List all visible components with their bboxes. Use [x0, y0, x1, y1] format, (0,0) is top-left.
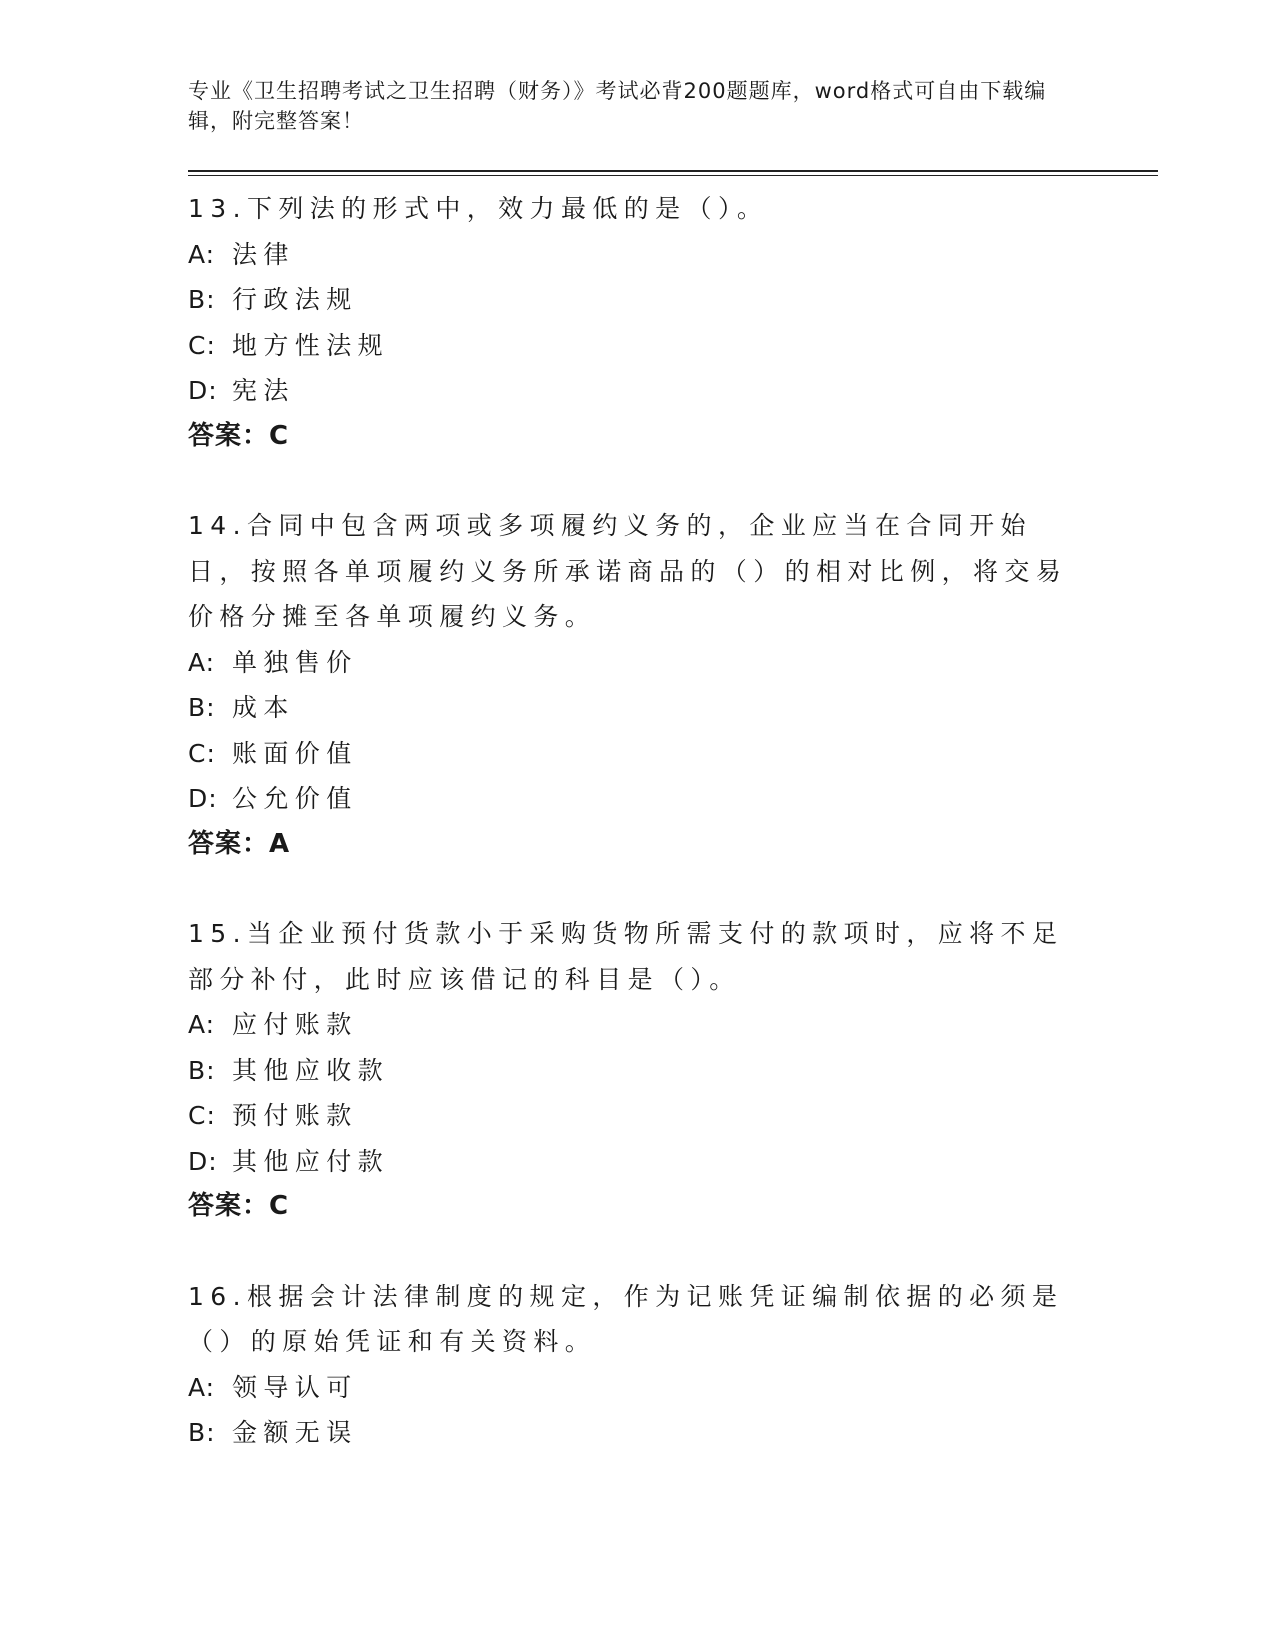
- question-stem: 14.合同中包含两项或多项履约义务的，企业应当在合同开始日，按照各单项履约义务所承诺商品的（）的相对比例，将交易价格分摊至各单项履约义务。: [188, 511, 1068, 631]
- option-label: B:: [188, 1418, 216, 1447]
- option-c: [188, 1093, 1158, 1139]
- question-stem: 15.当企业预付货款小于采购货物所需支付的款项时，应将不足部分补付，此时应该借记的科目是（）。: [188, 919, 1064, 994]
- option-text: 法律: [232, 239, 295, 269]
- option-d: [188, 1139, 1158, 1185]
- option-label: C:: [188, 738, 216, 768]
- option-label: D:: [188, 376, 218, 405]
- option-label: A:: [188, 1010, 216, 1039]
- option-label: C:: [188, 330, 216, 360]
- header-divider: [188, 170, 1158, 176]
- option-label: D:: [188, 1146, 218, 1176]
- option-label: B:: [188, 1055, 216, 1085]
- option-c: [188, 731, 1158, 777]
- option-text: 单独售价: [232, 647, 358, 677]
- question-list: [188, 186, 1158, 1456]
- question-13: [188, 186, 1158, 459]
- option-text: 其他应收款: [232, 1055, 390, 1085]
- answer-line: 答案：A: [188, 828, 291, 859]
- option-label: B:: [188, 285, 216, 314]
- option-label: C:: [188, 1101, 216, 1130]
- option-text: 领导认可: [232, 1372, 358, 1402]
- question-stem: 13.下列法的形式中，效力最低的是（）。: [188, 194, 769, 223]
- option-d: [188, 368, 1158, 414]
- option-a: [188, 1365, 1158, 1411]
- option-label: D:: [188, 784, 218, 813]
- option-a: [188, 640, 1158, 686]
- document-header: 专业《卫生招聘考试之卫生招聘（财务）》考试必背200题题库，word格式可自由下载编辑，附完整答案！: [188, 79, 1047, 133]
- question-stem: 16.根据会计法律制度的规定，作为记账凭证编制依据的必须是（）的原始凭证和有关资料。: [188, 1281, 1064, 1356]
- option-a: [188, 232, 1158, 278]
- option-a: [188, 1002, 1158, 1048]
- option-text: 成本: [232, 693, 295, 722]
- document-page: [188, 70, 1158, 1500]
- option-text: 账面价值: [232, 738, 358, 768]
- option-b: [188, 1048, 1158, 1094]
- option-text: 公允价值: [232, 784, 358, 813]
- option-label: A:: [188, 239, 216, 269]
- option-c: [188, 323, 1158, 369]
- option-b: [188, 277, 1158, 323]
- option-text: 预付账款: [232, 1101, 358, 1130]
- option-label: A:: [188, 1372, 216, 1402]
- option-label: B:: [188, 693, 216, 722]
- option-d: [188, 776, 1158, 822]
- option-text: 其他应付款: [232, 1146, 390, 1176]
- option-text: 应付账款: [232, 1010, 358, 1039]
- option-b: [188, 685, 1158, 731]
- option-text: 地方性法规: [232, 330, 390, 360]
- option-text: 宪法: [232, 376, 295, 405]
- question-16: [188, 1274, 1158, 1456]
- answer-line: 答案：C: [188, 1191, 290, 1221]
- option-label: A:: [188, 647, 216, 677]
- option-b: [188, 1410, 1158, 1456]
- answer-line: 答案：C: [188, 420, 290, 451]
- question-14: [188, 503, 1158, 867]
- option-text: 金额无误: [232, 1418, 358, 1447]
- question-15: [188, 911, 1158, 1230]
- option-text: 行政法规: [232, 285, 358, 314]
